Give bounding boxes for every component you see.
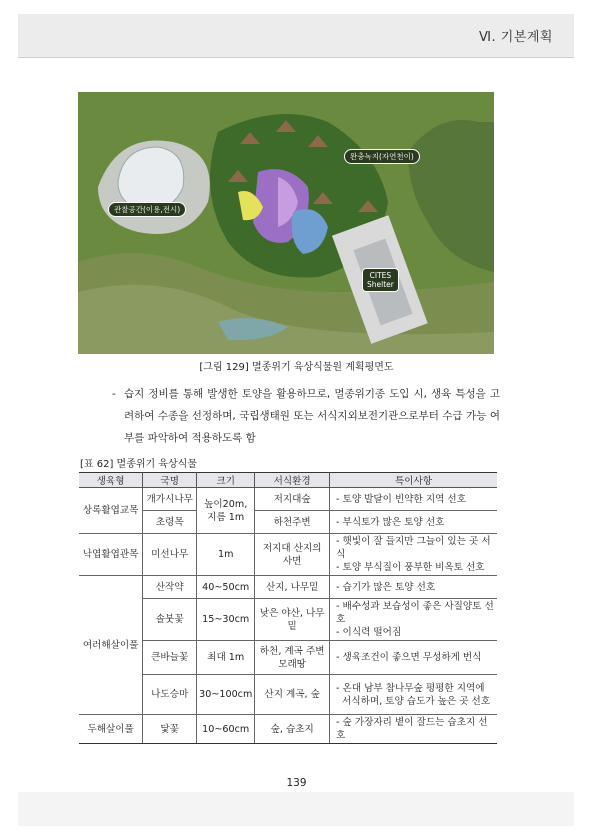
site-plan-image xyxy=(78,92,494,354)
group-cell: 낙엽활엽관목 xyxy=(79,534,143,576)
group-cell: 상록활엽교목 xyxy=(79,488,143,534)
note-cell xyxy=(330,675,497,715)
species-cell: 산작약 xyxy=(143,576,197,599)
table-header-row xyxy=(79,473,497,488)
viewing-space-label: 관찰공간(이용,전시) xyxy=(108,202,186,217)
species-cell: 솔붓꽃 xyxy=(143,599,197,641)
table-row xyxy=(79,534,497,576)
species-cell: 초령목 xyxy=(143,511,197,534)
habitat-cell: 하천주변 xyxy=(255,511,330,534)
habitat-cell: 산지, 나무밑 xyxy=(255,576,330,599)
habitat-cell: 숲, 습초지 xyxy=(255,715,330,744)
table-caption: [표 62] 멸종위기 육상식물 xyxy=(80,459,198,470)
species-cell: 나도승마 xyxy=(143,675,197,715)
species-cell: 닻꽃 xyxy=(143,715,197,744)
note-line: - 토양 부식질이 풍부한 비옥토 선호 xyxy=(336,562,485,573)
note-line: - 햇빛이 잘 들지만 그늘이 있는 곳 서식 xyxy=(336,536,491,560)
note-cell: - 생육조건이 좋으면 무성하게 번식 xyxy=(330,641,497,675)
header-divider xyxy=(18,57,574,58)
habitat-cell: 하천, 계곡 주변 모래땅 xyxy=(255,641,330,675)
habitat-cell: 산지 계곡, 숲 xyxy=(255,675,330,715)
note-cell: - 숲 가장자리 볕이 잘드는 습초지 선호 xyxy=(330,715,497,744)
habitat-cell: 저지대 산지의 사면 xyxy=(255,534,330,576)
note-cell: - 토양 발달이 빈약한 지역 선호 xyxy=(330,488,497,511)
species-cell: 큰바늘꽃 xyxy=(143,641,197,675)
site-plan-illustration xyxy=(78,92,494,354)
table-row xyxy=(79,488,497,511)
species-cell: 미선나무 xyxy=(143,534,197,576)
note-cell xyxy=(330,534,497,576)
cites-shelter-line1: CITES xyxy=(369,271,392,280)
group-cell: 두해살이풀 xyxy=(79,715,143,744)
note-cell xyxy=(330,599,497,641)
size-cell: 10~60cm xyxy=(197,715,255,744)
size-cell: 30~100cm xyxy=(197,675,255,715)
size-cell: 40~50cm xyxy=(197,576,255,599)
chapter-title: Ⅵ. 기본계획 xyxy=(479,30,553,45)
note-line: - 온대 남부 참나무숲 평평한 지역에 xyxy=(336,682,485,694)
species-cell: 개가시나무 xyxy=(143,488,197,511)
note-line: 서식하며, 토양 습도가 높은 곳 선호 xyxy=(342,695,491,707)
note-line: - 이식력 떨어짐 xyxy=(336,627,402,638)
page-number: 139 xyxy=(286,777,307,789)
size-cell: 높이20m, 지름 1m xyxy=(197,488,255,534)
note-cell: - 습기가 많은 토양 선호 xyxy=(330,576,497,599)
note-line: - 배수성과 보습성이 좋은 사질양토 선호 xyxy=(336,601,494,625)
note-cell: - 부식토가 많은 토양 선호 xyxy=(330,511,497,534)
habitat-cell: 낮은 야산, 나무밑 xyxy=(255,599,330,641)
size-cell: 최대 1m xyxy=(197,641,255,675)
header-notes: 특이사항 xyxy=(330,473,497,488)
header-species-name: 국명 xyxy=(143,473,197,488)
size-cell: 1m xyxy=(197,534,255,576)
figure-caption: [그림 129] 멸종위기 육상식물원 계획평면도 xyxy=(199,362,394,373)
table-row xyxy=(79,576,497,599)
cites-shelter-line2: Shelter xyxy=(367,280,394,289)
group-cell: 여러해살이풀 xyxy=(79,576,143,715)
cites-shelter-label xyxy=(362,268,399,292)
paragraph-dash: - xyxy=(112,388,116,400)
header-habitat: 서식환경 xyxy=(255,473,330,488)
table-row xyxy=(79,715,497,744)
paragraph-text: 습지 정비를 통해 발생한 토양을 활용하므로, 멸종위기종 도입 시, 생육 특성을 고려하여 수종을 선정하며, 국립생태원 또는 서식지외보전기관으로부터 수급 가능 여부를 파악하여 적용하도록 함 xyxy=(124,388,500,444)
plants-table xyxy=(79,472,497,744)
header-growth-form: 생육형 xyxy=(79,473,143,488)
habitat-cell: 저지대숲 xyxy=(255,488,330,511)
footer-band xyxy=(18,792,574,826)
size-cell: 15~30cm xyxy=(197,599,255,641)
header-size: 크기 xyxy=(197,473,255,488)
body-paragraph xyxy=(112,383,500,449)
wetland-label: 완충녹지(자연천이) xyxy=(344,149,420,164)
